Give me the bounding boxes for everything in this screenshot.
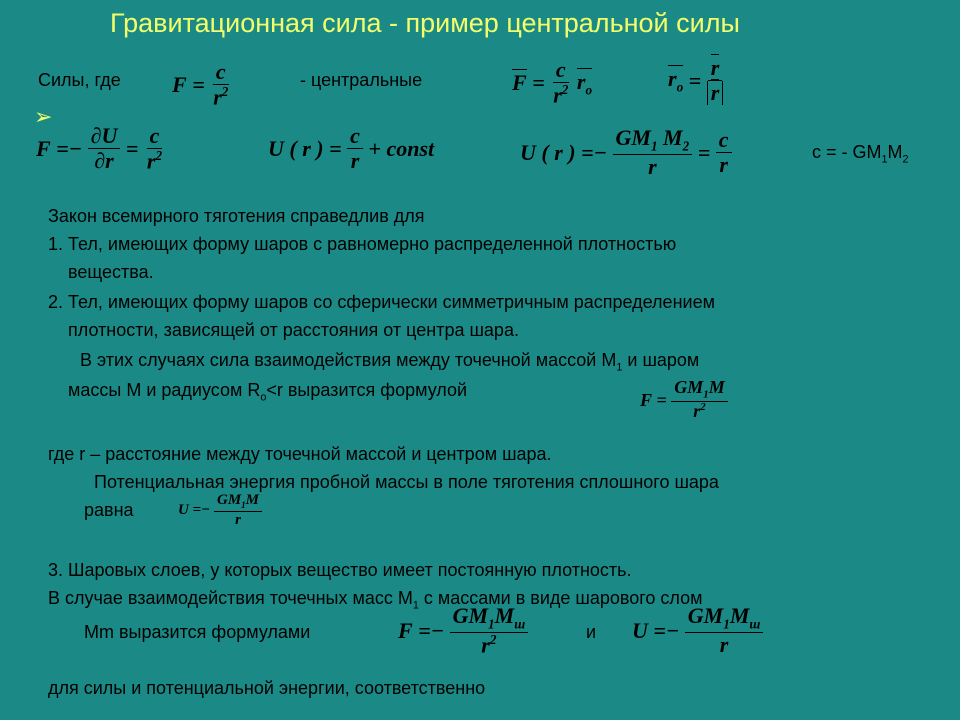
central-label: - центральные [300,70,423,90]
case-1-line2: вещества. [68,262,154,282]
and-label: и [586,622,597,642]
formula-f-gradient: F =− $\frac{\partial U}{\partial r}$ = $\frac{c}{r^2}$ [36,123,163,174]
slide-title: Гравитационная сила - пример центральной силы [110,8,740,38]
formula-u-const: U ( r ) = $\frac{c}{r}$ + const [268,123,435,174]
case-2-line1: 2. Тел, имеющих форму шаров со сферически симметричным распределением [48,292,715,312]
case-3: 3. Шаровых слоев, у которых вещество имеет постоянную плотность. [48,560,632,580]
bullet-arrow-icon: ➢ [34,104,53,129]
case-1-line1: 1. Тел, имеющих форму шаров с равномерно распределенной плотностью [48,234,677,254]
c-definition: c = - $GM_1M_2$ [812,142,909,166]
layer-interaction-line1: В случае взаимодействия точечных масс $М_1$ с массами в виде шарового слом [48,588,703,612]
formula-force-sphere: F = $\frac{GM_1M}{r^2}$ [640,378,728,422]
forces-where-label: Силы, где [38,70,121,90]
potential-line2: равна [84,500,134,520]
r-definition: где r – расстояние между точечной массой и центром шара. [48,444,552,464]
layer-interaction-line2: Mm выразится формулами [84,622,311,642]
closing-line: для силы и потенциальной энергии, соответственно [48,678,486,698]
cases-force-line1: В этих случаях сила взаимодействия между точечной массой $М_1$ и шаром [80,350,700,374]
formula-unit-vector: $r_o$ = $\frac{r}{r}$ [668,56,723,105]
case-2-line2: плотности, зависящей от расстояния от центра шара. [68,320,519,340]
cases-force-line2: массы М и радиусом $R_o<r$ выразится формулой [68,380,468,404]
potential-line1: Потенциальная энергия пробной массы в поле тяготения сплошного шара [94,472,719,492]
formula-potential-sphere: U =− $\frac{GM_1M}{r}$ [178,492,262,528]
law-intro: Закон всемирного тяготения справедлив для [48,206,425,226]
formula-u-gm: U ( r ) =− $\frac{GM_1 M_2}{r}$ = $\frac{c}{r}$ [520,126,732,179]
formula-force-layer: F =− $\frac{GM_1M_ш}{r^2}$ [398,604,528,657]
formula-f-c-over-r2: F = $\frac{c}{r^2}$ [172,59,229,110]
formula-potential-layer: U =− $\frac{GM_1M_ш}{r}$ [632,604,763,657]
formula-vector-f: F = $\frac{c}{r^2}$ $r_o$ [512,57,593,108]
